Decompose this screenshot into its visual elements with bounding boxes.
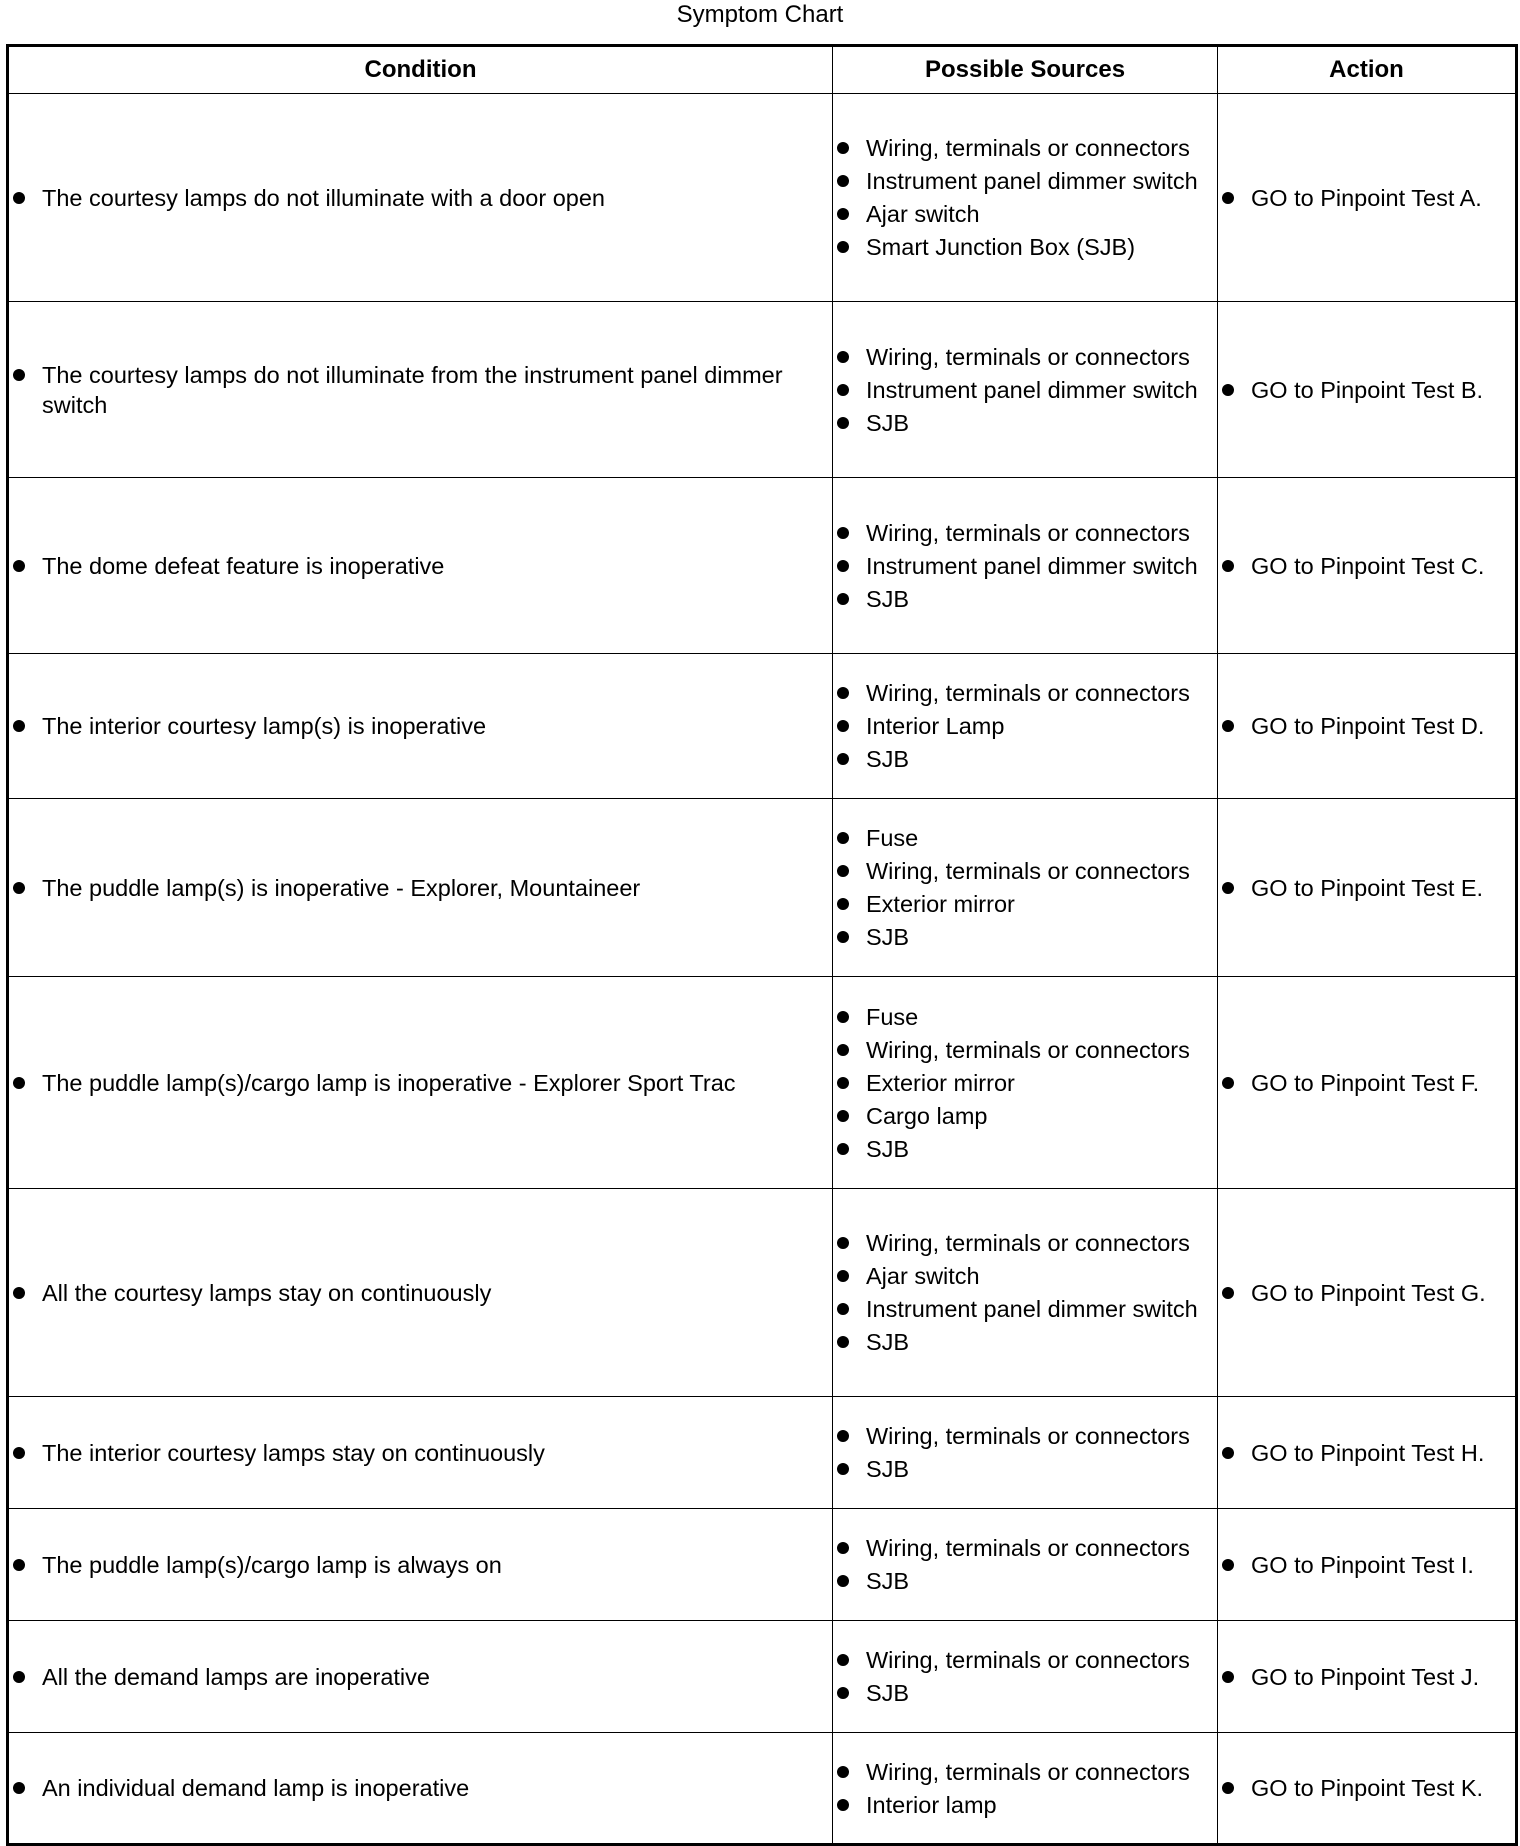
- condition-list: [9, 711, 832, 741]
- source-item: Wiring, terminals or connectors: [833, 1533, 1217, 1563]
- sources-list: [833, 518, 1217, 614]
- sources-list: [833, 1002, 1217, 1164]
- condition-cell: [8, 302, 833, 478]
- source-item: Wiring, terminals or connectors: [833, 1421, 1217, 1451]
- source-item: Ajar switch: [833, 199, 1217, 229]
- action-list: [1218, 711, 1515, 741]
- action-list: [1218, 1068, 1515, 1098]
- table-row: [8, 799, 1517, 977]
- condition-list: [9, 551, 832, 581]
- source-item: Fuse: [833, 823, 1217, 853]
- action-text: GO to Pinpoint Test A.: [1218, 183, 1515, 213]
- source-item: Wiring, terminals or connectors: [833, 856, 1217, 886]
- source-item: Fuse: [833, 1002, 1217, 1032]
- condition-text: The interior courtesy lamp(s) is inoperative: [9, 711, 832, 741]
- source-item: Wiring, terminals or connectors: [833, 342, 1217, 372]
- source-item: Wiring, terminals or connectors: [833, 1035, 1217, 1065]
- sources-cell: [833, 977, 1218, 1189]
- sources-cell: [833, 94, 1218, 302]
- source-item: Instrument panel dimmer switch: [833, 551, 1217, 581]
- action-cell: [1218, 1621, 1517, 1733]
- table-row: [8, 94, 1517, 302]
- action-cell: [1218, 302, 1517, 478]
- sources-list: [833, 1533, 1217, 1596]
- table-row: [8, 1621, 1517, 1733]
- header-possible-sources: Possible Sources: [833, 46, 1218, 94]
- source-item: Wiring, terminals or connectors: [833, 133, 1217, 163]
- source-item: Ajar switch: [833, 1261, 1217, 1291]
- action-text: GO to Pinpoint Test G.: [1218, 1278, 1515, 1308]
- action-list: [1218, 1278, 1515, 1308]
- source-item: SJB: [833, 1678, 1217, 1708]
- condition-cell: [8, 1733, 833, 1845]
- condition-text: The puddle lamp(s)/cargo lamp is always on: [9, 1550, 832, 1580]
- action-list: [1218, 873, 1515, 903]
- source-item: Wiring, terminals or connectors: [833, 1645, 1217, 1675]
- condition-cell: [8, 799, 833, 977]
- table-row: [8, 654, 1517, 799]
- action-cell: [1218, 799, 1517, 977]
- header-action: Action: [1218, 46, 1517, 94]
- action-text: GO to Pinpoint Test J.: [1218, 1662, 1515, 1692]
- sources-cell: [833, 1397, 1218, 1509]
- condition-list: [9, 1438, 832, 1468]
- action-list: [1218, 551, 1515, 581]
- condition-list: [9, 183, 832, 213]
- table-row: [8, 1733, 1517, 1845]
- source-item: Wiring, terminals or connectors: [833, 518, 1217, 548]
- condition-text: The interior courtesy lamps stay on continuously: [9, 1438, 832, 1468]
- source-item: SJB: [833, 1134, 1217, 1164]
- sources-list: [833, 823, 1217, 952]
- sources-list: [833, 1421, 1217, 1484]
- condition-text: An individual demand lamp is inoperative: [9, 1773, 832, 1803]
- header-condition: Condition: [8, 46, 833, 94]
- table-body: [8, 94, 1517, 1845]
- source-item: Cargo lamp: [833, 1101, 1217, 1131]
- action-text: GO to Pinpoint Test H.: [1218, 1438, 1515, 1468]
- condition-text: All the courtesy lamps stay on continuously: [9, 1278, 832, 1308]
- action-text: GO to Pinpoint Test K.: [1218, 1773, 1515, 1803]
- condition-list: [9, 1550, 832, 1580]
- condition-cell: [8, 478, 833, 654]
- table-row: [8, 1189, 1517, 1397]
- action-text: GO to Pinpoint Test C.: [1218, 551, 1515, 581]
- action-list: [1218, 375, 1515, 405]
- source-item: Interior lamp: [833, 1790, 1217, 1820]
- action-list: [1218, 183, 1515, 213]
- sources-list: [833, 678, 1217, 774]
- sources-list: [833, 342, 1217, 438]
- source-item: Wiring, terminals or connectors: [833, 1757, 1217, 1787]
- action-list: [1218, 1773, 1515, 1803]
- sources-list: [833, 1757, 1217, 1820]
- symptom-table: [6, 44, 1518, 1846]
- condition-list: [9, 1068, 832, 1098]
- condition-cell: [8, 977, 833, 1189]
- source-item: Instrument panel dimmer switch: [833, 166, 1217, 196]
- sources-list: [833, 1228, 1217, 1357]
- action-text: GO to Pinpoint Test D.: [1218, 711, 1515, 741]
- header-row: [8, 46, 1517, 94]
- action-text: GO to Pinpoint Test B.: [1218, 375, 1515, 405]
- condition-text: The puddle lamp(s)/cargo lamp is inoperative - Explorer Sport Trac: [9, 1068, 832, 1098]
- source-item: Exterior mirror: [833, 889, 1217, 919]
- source-item: Interior Lamp: [833, 711, 1217, 741]
- action-cell: [1218, 94, 1517, 302]
- table-row: [8, 478, 1517, 654]
- condition-text: The courtesy lamps do not illuminate with a door open: [9, 183, 832, 213]
- condition-list: [9, 1773, 832, 1803]
- action-cell: [1218, 977, 1517, 1189]
- source-item: SJB: [833, 584, 1217, 614]
- source-item: Wiring, terminals or connectors: [833, 678, 1217, 708]
- sources-cell: [833, 1189, 1218, 1397]
- condition-list: [9, 1662, 832, 1692]
- condition-text: All the demand lamps are inoperative: [9, 1662, 832, 1692]
- condition-text: The puddle lamp(s) is inoperative - Explorer, Mountaineer: [9, 873, 832, 903]
- sources-cell: [833, 1733, 1218, 1845]
- sources-cell: [833, 478, 1218, 654]
- action-list: [1218, 1438, 1515, 1468]
- action-cell: [1218, 654, 1517, 799]
- source-item: Instrument panel dimmer switch: [833, 1294, 1217, 1324]
- sources-cell: [833, 302, 1218, 478]
- source-item: Smart Junction Box (SJB): [833, 232, 1217, 262]
- action-text: GO to Pinpoint Test E.: [1218, 873, 1515, 903]
- condition-cell: [8, 94, 833, 302]
- action-list: [1218, 1662, 1515, 1692]
- source-item: SJB: [833, 922, 1217, 952]
- action-cell: [1218, 1733, 1517, 1845]
- source-item: Instrument panel dimmer switch: [833, 375, 1217, 405]
- sources-list: [833, 133, 1217, 262]
- chart-title: Symptom Chart: [676, 1, 844, 28]
- table-row: [8, 302, 1517, 478]
- condition-cell: [8, 1621, 833, 1733]
- action-cell: [1218, 478, 1517, 654]
- condition-cell: [8, 1509, 833, 1621]
- sources-cell: [833, 1509, 1218, 1621]
- source-item: SJB: [833, 1566, 1217, 1596]
- source-item: SJB: [833, 1327, 1217, 1357]
- action-text: GO to Pinpoint Test I.: [1218, 1550, 1515, 1580]
- action-text: GO to Pinpoint Test F.: [1218, 1068, 1515, 1098]
- condition-text: The courtesy lamps do not illuminate from the instrument panel dimmer switch: [9, 360, 832, 420]
- source-item: SJB: [833, 744, 1217, 774]
- condition-cell: [8, 1397, 833, 1509]
- condition-list: [9, 1278, 832, 1308]
- table-row: [8, 1509, 1517, 1621]
- condition-cell: [8, 654, 833, 799]
- action-list: [1218, 1550, 1515, 1580]
- action-cell: [1218, 1397, 1517, 1509]
- condition-text: The dome defeat feature is inoperative: [9, 551, 832, 581]
- table-row: [8, 1397, 1517, 1509]
- source-item: SJB: [833, 1454, 1217, 1484]
- sources-cell: [833, 1621, 1218, 1733]
- condition-list: [9, 873, 832, 903]
- action-cell: [1218, 1189, 1517, 1397]
- condition-list: [9, 360, 832, 420]
- condition-cell: [8, 1189, 833, 1397]
- source-item: Wiring, terminals or connectors: [833, 1228, 1217, 1258]
- source-item: Exterior mirror: [833, 1068, 1217, 1098]
- source-item: SJB: [833, 408, 1217, 438]
- action-cell: [1218, 1509, 1517, 1621]
- table-row: [8, 977, 1517, 1189]
- sources-cell: [833, 654, 1218, 799]
- sources-cell: [833, 799, 1218, 977]
- sources-list: [833, 1645, 1217, 1708]
